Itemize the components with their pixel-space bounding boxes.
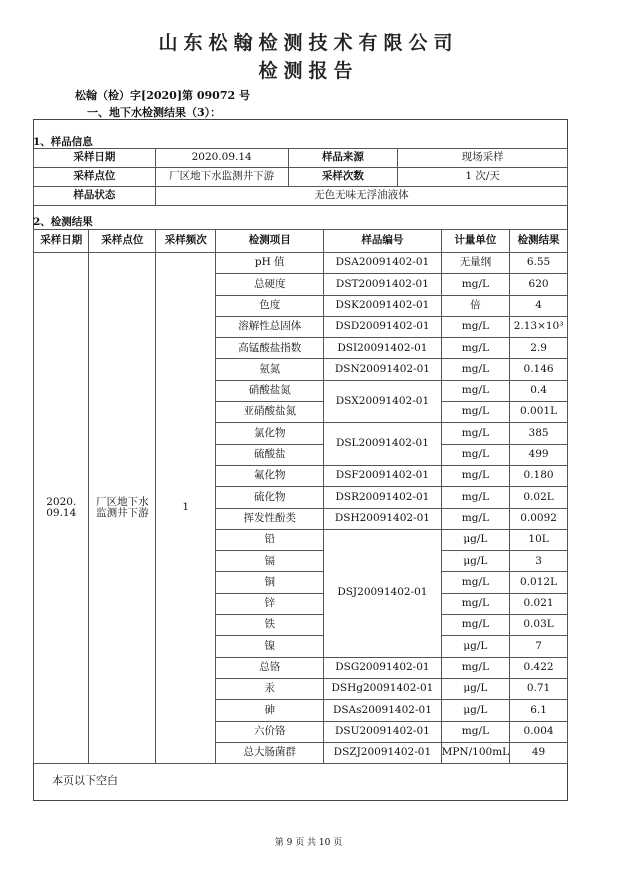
unit-cell: 倍 [441, 295, 510, 316]
header-cell: 样品编号 [324, 230, 441, 253]
result-cell: 0.4 [510, 380, 568, 401]
item-cell: 氨氮 [216, 359, 324, 380]
unit-cell: mg/L [441, 359, 510, 380]
date-label: 采样日期 [34, 149, 156, 168]
result-cell: 0.021 [510, 593, 568, 614]
result-cell: 0.02L [510, 487, 568, 508]
sample-date-cell: 2020. 09.14 [34, 253, 89, 764]
item-cell: 总大肠菌群 [216, 742, 324, 763]
unit-cell: mg/L [441, 593, 510, 614]
report-title: 检测报告 [258, 60, 359, 82]
header-cell: 采样日期 [34, 230, 89, 253]
result-cell: 0.001L [510, 402, 568, 423]
sample-id-cell: DSN20091402-01 [324, 359, 441, 380]
unit-cell: mg/L [441, 274, 510, 295]
company-name: 山东松翰检测技术有限公司 [158, 32, 459, 54]
item-cell: 总铬 [216, 657, 324, 678]
item-cell: 砷 [216, 700, 324, 721]
unit-cell: MPN/100mL [441, 742, 510, 763]
unit-cell: mg/L [441, 572, 510, 593]
source-label: 样品来源 [288, 149, 398, 168]
item-cell: 汞 [216, 678, 324, 699]
unit-cell: mg/L [441, 508, 510, 529]
result-cell: 2.13×10³ [510, 316, 568, 337]
header-cell: 检测项目 [216, 230, 324, 253]
location-value: 厂区地下水监测井下游 [155, 168, 288, 187]
result-cell: 4 [510, 295, 568, 316]
item-cell: 色度 [216, 295, 324, 316]
sample-id-cell: DSZJ20091402-01 [324, 742, 441, 763]
unit-cell: mg/L [441, 402, 510, 423]
item-cell: pH 值 [216, 253, 324, 274]
item-cell: 氟化物 [216, 465, 324, 486]
sample-id-cell: DSJ20091402-01 [324, 529, 441, 657]
result-cell: 6.55 [510, 253, 568, 274]
sample-id-cell: DSX20091402-01 [324, 380, 441, 423]
item-cell: 总硬度 [216, 274, 324, 295]
item-cell: 溶解性总固体 [216, 316, 324, 337]
unit-cell: mg/L [441, 444, 510, 465]
result-cell: 0.004 [510, 721, 568, 742]
unit-cell: μg/L [441, 700, 510, 721]
unit-cell: μg/L [441, 551, 510, 572]
item-cell: 镉 [216, 551, 324, 572]
unit-cell: mg/L [441, 465, 510, 486]
table-row [34, 253, 568, 274]
item-cell: 硫酸盐 [216, 444, 324, 465]
sample-id-cell: DSL20091402-01 [324, 423, 441, 466]
unit-cell: mg/L [441, 423, 510, 444]
sample-id-cell: DSD20091402-01 [324, 316, 441, 337]
sample-id-cell: DSG20091402-01 [324, 657, 441, 678]
result-cell: 499 [510, 444, 568, 465]
result-cell: 0.422 [510, 657, 568, 678]
sample-id-cell: DSU20091402-01 [324, 721, 441, 742]
result-cell: 7 [510, 636, 568, 657]
header-row [34, 230, 568, 253]
sample-id-cell: DSHg20091402-01 [324, 678, 441, 699]
frequency-cell: 1 [156, 253, 216, 764]
results-label: 2、检测结果 [33, 216, 93, 228]
unit-cell: mg/L [441, 316, 510, 337]
section-title: 一、地下水检测结果（3）： [87, 106, 222, 119]
item-cell: 硫化物 [216, 487, 324, 508]
count-value: 1 次/天 [398, 168, 568, 187]
item-cell: 铅 [216, 529, 324, 550]
result-cell: 6.1 [510, 700, 568, 721]
sample-id-cell: DSF20091402-01 [324, 465, 441, 486]
header-cell: 采样频次 [156, 230, 216, 253]
item-cell: 硝酸盐氮 [216, 380, 324, 401]
header-cell: 检测结果 [510, 230, 568, 253]
sample-id-cell: DSK20091402-01 [324, 295, 441, 316]
sample-id-cell: DSH20091402-01 [324, 508, 441, 529]
unit-cell: mg/L [441, 657, 510, 678]
result-cell: 0.0092 [510, 508, 568, 529]
date-value: 2020.09.14 [155, 149, 288, 168]
result-cell: 0.71 [510, 678, 568, 699]
state-value: 无色无味无浮油液体 [155, 187, 567, 206]
unit-cell: mg/L [441, 380, 510, 401]
doc-number: 松翰（检）字[2020]第 09072 号 [75, 89, 250, 102]
unit-cell: μg/L [441, 678, 510, 699]
result-cell: 0.146 [510, 359, 568, 380]
unit-cell: mg/L [441, 487, 510, 508]
sample-info-table [33, 148, 568, 206]
item-cell: 亚硝酸盐氮 [216, 402, 324, 423]
unit-cell: mg/L [441, 615, 510, 636]
result-cell: 0.012L [510, 572, 568, 593]
count-label: 采样次数 [288, 168, 398, 187]
item-cell: 镍 [216, 636, 324, 657]
unit-cell: mg/L [441, 721, 510, 742]
sample-id-cell: DSAs20091402-01 [324, 700, 441, 721]
item-cell: 铁 [216, 615, 324, 636]
sample-id-cell: DSA20091402-01 [324, 253, 441, 274]
result-cell: 0.180 [510, 465, 568, 486]
item-cell: 铜 [216, 572, 324, 593]
sample-id-cell: DSI20091402-01 [324, 338, 441, 359]
location-label: 采样点位 [34, 168, 156, 187]
sample-id-cell: DSR20091402-01 [324, 487, 441, 508]
unit-cell: 无量纲 [441, 253, 510, 274]
header-cell: 采样点位 [89, 230, 156, 253]
item-cell: 氯化物 [216, 423, 324, 444]
state-label: 样品状态 [34, 187, 156, 206]
unit-cell: mg/L [441, 338, 510, 359]
result-cell: 385 [510, 423, 568, 444]
item-cell: 锌 [216, 593, 324, 614]
sample-location-cell: 厂区地下水 监测井下游 [89, 253, 156, 764]
result-cell: 2.9 [510, 338, 568, 359]
sample-id-cell: DST20091402-01 [324, 274, 441, 295]
item-cell: 六价铬 [216, 721, 324, 742]
source-value: 现场采样 [398, 149, 568, 168]
item-cell: 挥发性酚类 [216, 508, 324, 529]
result-cell: 10L [510, 529, 568, 550]
result-cell: 620 [510, 274, 568, 295]
header-cell: 计量单位 [441, 230, 510, 253]
item-cell: 高锰酸盐指数 [216, 338, 324, 359]
result-cell: 49 [510, 742, 568, 763]
result-cell: 3 [510, 551, 568, 572]
result-cell: 0.03L [510, 615, 568, 636]
sample-info-label: 1、样品信息 [33, 136, 93, 148]
unit-cell: μg/L [441, 529, 510, 550]
blank-note: 本页以下空白 [52, 774, 118, 787]
unit-cell: μg/L [441, 636, 510, 657]
page-footer: 第 9 页 共 10 页 [274, 838, 343, 848]
results-table [33, 229, 568, 764]
